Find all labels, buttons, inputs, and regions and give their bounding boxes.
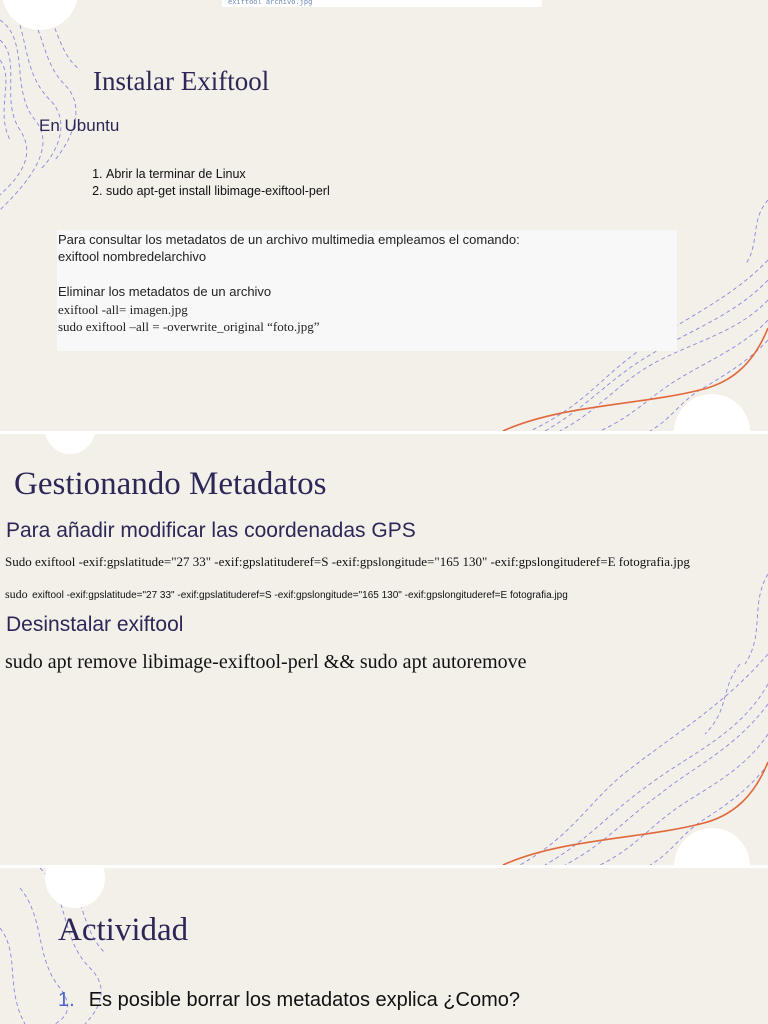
slide-title: Actividad xyxy=(58,912,189,948)
list-item: 1. Abrir la terminar de Linux xyxy=(106,166,330,183)
list-item-text: Es posible borrar los metadatos explica ¿Como? xyxy=(88,989,520,1011)
list-number: 1. xyxy=(58,989,75,1011)
code-strip-text: exiftool archivo.jpg xyxy=(228,0,313,6)
slide-install-exiftool xyxy=(0,0,768,431)
slide-title: Instalar Exiftool xyxy=(93,66,270,96)
gps-command-line xyxy=(5,585,568,603)
uninstall-heading: Desinstalar exiftool xyxy=(6,613,184,636)
activity-list-item xyxy=(58,989,520,1012)
install-steps-list xyxy=(84,166,330,200)
code-strip xyxy=(222,0,542,7)
slide-activity xyxy=(0,868,768,1024)
gps-command-prefix: sudo xyxy=(5,587,28,601)
info-line: exiftool -all= imagen.jpg xyxy=(58,302,188,317)
gps-heading: Para añadir modificar las coordenadas GPS xyxy=(6,519,416,542)
uninstall-command: sudo apt remove libimage-exiftool-perl && sudo apt autoremove xyxy=(5,651,527,673)
list-item: 2. sudo apt-get install libimage-exiftool-perl xyxy=(106,183,330,200)
info-line: exiftool nombredelarchivo xyxy=(58,249,207,264)
info-line: sudo exiftool –all = -overwrite_original “foto.jpg” xyxy=(58,319,320,334)
slide-managing-metadata xyxy=(0,434,768,865)
info-box xyxy=(57,230,677,351)
slide-subtitle: En Ubuntu xyxy=(39,116,120,135)
slide-decoration xyxy=(0,0,768,431)
slide-title: Gestionando Metadatos xyxy=(14,466,327,502)
info-line: Para consultar los metadatos de un archivo multimedia empleamos el comando: xyxy=(58,232,520,247)
info-line: Eliminar los metadatos de un archivo xyxy=(58,284,272,299)
gps-command-sans: exiftool -exif:gpslatitude="27 33" -exif:gpslatituderef=S -exif:gpslongitude="165 130" -exif:gpslongituderef=E fotografia.jpg xyxy=(32,590,568,601)
gps-command-serif: Sudo exiftool -exif:gpslatitude="27 33" -exif:gpslatituderef=S -exif:gpslongitude="165 130" -exif:gpslongituderef=E fotografia.jpg xyxy=(5,554,690,569)
